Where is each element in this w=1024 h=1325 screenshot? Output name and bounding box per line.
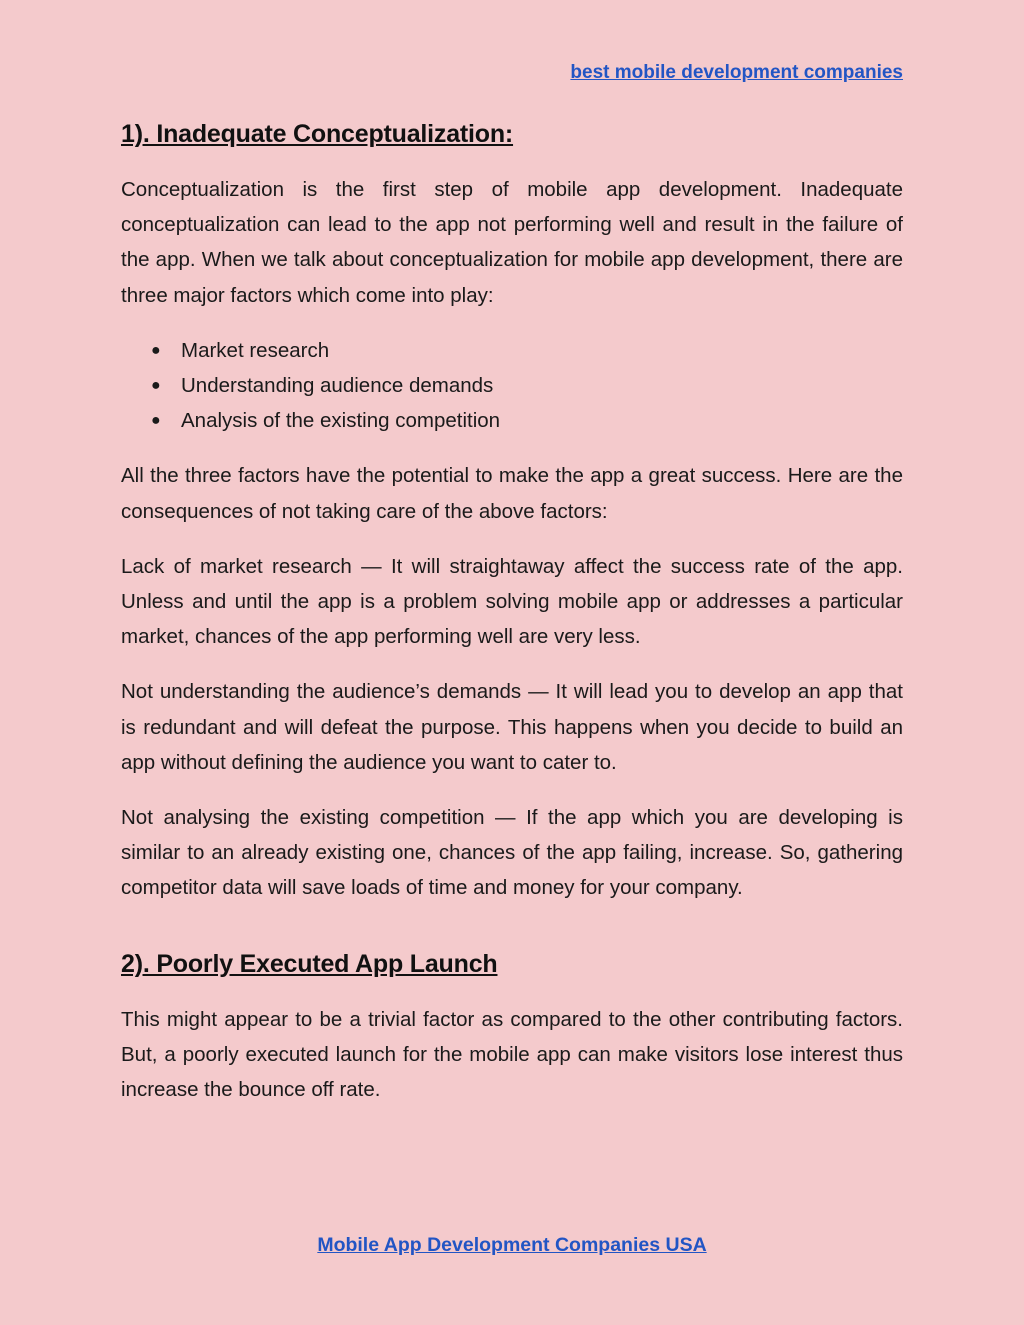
paragraph-intro: Conceptualization is the first step of mobile app development. Inadequate conceptualization can lead to the app not performing well and result in the failure of the app. When we talk about conceptualization for mobile app development, there are three major factors which come into play:	[121, 178, 903, 307]
paragraph-audience-demands: Not understanding the audience’s demands — It will lead you to develop an app that is redundant and will defeat the purpose. This happens when you decide to build an app without defining the audience you want to cater to.	[121, 680, 903, 774]
list-item-text: Market research	[181, 338, 330, 362]
bullet-icon: ●	[151, 377, 161, 395]
factors-list	[121, 333, 903, 439]
bullet-icon: ●	[151, 412, 161, 430]
paragraph-launch: This might appear to be a trivial factor as compared to the other contributing factors. But, a poorly executed launch for the mobile app can make visitors lose interest thus increase the bounce off rate.	[121, 1007, 903, 1102]
list-item-text: Understanding audience demands	[181, 374, 494, 398]
paragraph-consequences: All the three factors have the potential to make the app a great success. Here are the consequences of not taking care of the above factors:	[121, 464, 903, 523]
bullet-icon: ●	[151, 341, 161, 359]
footer-link-container	[0, 1234, 1024, 1257]
list-item	[151, 333, 903, 368]
section-heading-inadequate-conceptualization: 1). Inadequate Conceptualization:	[121, 120, 514, 148]
paragraph-competition: Not analysing the existing competition — If the app which you are developing is similar to an already existing one, chances of the app failing, increase. So, gathering competitor data will save loads of time and money for your company.	[121, 806, 903, 900]
mobile-app-development-companies-usa-link[interactable]: Mobile App Development Companies USA	[317, 1234, 707, 1256]
list-item-text: Analysis of the existing competition	[181, 409, 501, 433]
paragraph-market-research: Lack of market research — It will straightaway affect the success rate of the app. Unless and until the app is a problem solving mobile app or addresses a particular market, chances of the app performing well are very less.	[121, 554, 903, 649]
list-item	[151, 368, 903, 403]
document-content	[121, 120, 903, 1127]
list-item	[151, 403, 903, 438]
section-heading-poorly-executed-launch: 2). Poorly Executed App Launch	[121, 949, 498, 978]
best-mobile-development-companies-link[interactable]: best mobile development companies	[570, 62, 903, 83]
